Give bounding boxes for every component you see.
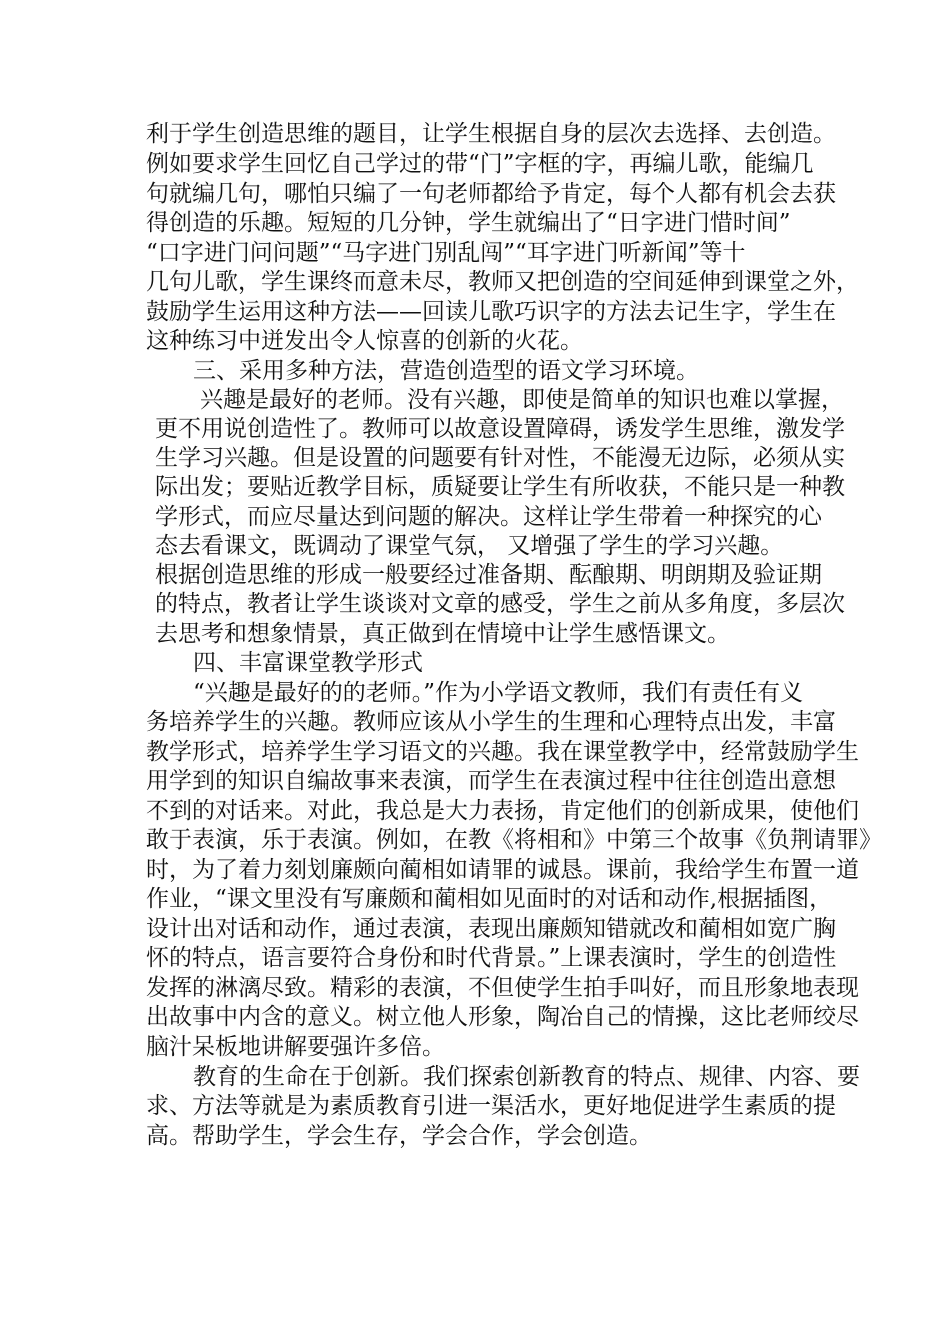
text-line: 时，为了着力刻划廉颇向蔺相如请罪的诚恳。课前，我给学生布置一道	[146, 857, 859, 883]
text-line: 教育的生命在于创新。我们探索创新教育的特点、规律、内容、要	[193, 1064, 860, 1090]
text-line: 求、方法等就是为素质教育引进一渠活水，更好地促进学生素质的提	[146, 1093, 836, 1119]
text-line: 句就编几句，哪怕只编了一句老师都给予肯定，每个人都有机会去获	[146, 181, 836, 207]
text-line: 发挥的淋漓尽致。精彩的表演，不但使学生拍手叫好，而且形象地表现	[146, 975, 859, 1001]
text-line: 脑汁呆板地讲解要强许多倍。	[146, 1034, 445, 1060]
text-line: 去思考和想象情景，真正做到在情境中让学生感悟课文。	[155, 621, 730, 647]
text-line: 几句儿歌，学生课终而意未尽，教师又把创造的空间延伸到课堂之外，	[146, 269, 859, 295]
text-line: 际出发；要贴近教学目标，质疑要让学生有所收获，不能只是一种教	[155, 474, 845, 500]
text-line: 作业，“课文里没有写廉颇和蔺相如见面时的对话和动作,根据插图，	[146, 886, 833, 912]
text-line: 这种练习中迸发出令人惊喜的创新的火花。	[146, 328, 583, 354]
text-line: 的特点，教者让学生谈谈对文章的感受，学生之前从多角度，多层次	[155, 591, 845, 617]
text-line: 学形式，而应尽量达到问题的解决。这样让学生带着一种探究的心	[155, 504, 822, 530]
text-line: “口字进门问问题”“马字进门别乱闯”“耳字进门听新闻”等十	[146, 240, 746, 266]
text-line: 利于学生创造思维的题目，让学生根据自身的层次去选择、去创造。	[146, 121, 836, 147]
text-line: 敢于表演，乐于表演。例如，在教《将相和》中第三个故事《负荆请罪》	[146, 827, 882, 853]
text-line: 根据创造思维的形成一般要经过准备期、酝酿期、明朗期及验证期	[155, 562, 822, 588]
text-line: 得创造的乐趣。短短的几分钟，学生就编出了“日字进门惜时间”	[146, 210, 791, 236]
text-line: 怀的特点，语言要符合身份和时代背景。”上课表演时，学生的创造性	[146, 945, 837, 971]
text-line: 生学习兴趣。但是设置的问题要有针对性，不能漫无边际，必须从实	[155, 445, 845, 471]
text-line: 出故事中内含的意义。树立他人形象，陶冶自己的情操，这比老师绞尽	[146, 1004, 859, 1030]
text-line: 不到的对话来。对此，我总是大力表扬，肯定他们的创新成果，使他们	[146, 798, 859, 824]
text-line: 务培养学生的兴趣。教师应该从小学生的生理和心理特点出发，丰富	[146, 709, 836, 735]
text-line: 鼓励学生运用这种方法——回读儿歌巧识字的方法去记生字，学生在	[146, 299, 836, 325]
text-line: 设计出对话和动作，通过表演，表现出廉颇知错就改和蔺相如宽广胸	[146, 916, 836, 942]
text-line: 态去看课文，既调动了课堂气氛， 又增强了学生的学习兴趣。	[155, 533, 784, 559]
text-line: 例如要求学生回忆自己学过的带“门”字框的字，再编儿歌，能编几	[146, 151, 814, 177]
text-line: 用学到的知识自编故事来表演，而学生在表演过程中往往创造出意想	[146, 768, 836, 794]
text-line: 更不用说创造性了。教师可以故意设置障碍，诱发学生思维，激发学	[155, 416, 845, 442]
text-line: 教学形式，培养学生学习语文的兴趣。我在课堂教学中，经常鼓励学生	[146, 739, 859, 765]
text-line: “兴趣是最好的的老师。”作为小学语文教师，我们有责任有义	[193, 680, 804, 706]
section-heading: 四、丰富课堂教学形式	[193, 650, 423, 676]
text-line: 兴趣是最好的老师。没有兴趣，即使是简单的知识也难以掌握，	[200, 387, 844, 413]
text-line: 高。帮助学生，学会生存，学会合作，学会创造。	[146, 1123, 652, 1149]
section-heading: 三、采用多种方法，营造创造型的语文学习环境。	[193, 358, 699, 384]
